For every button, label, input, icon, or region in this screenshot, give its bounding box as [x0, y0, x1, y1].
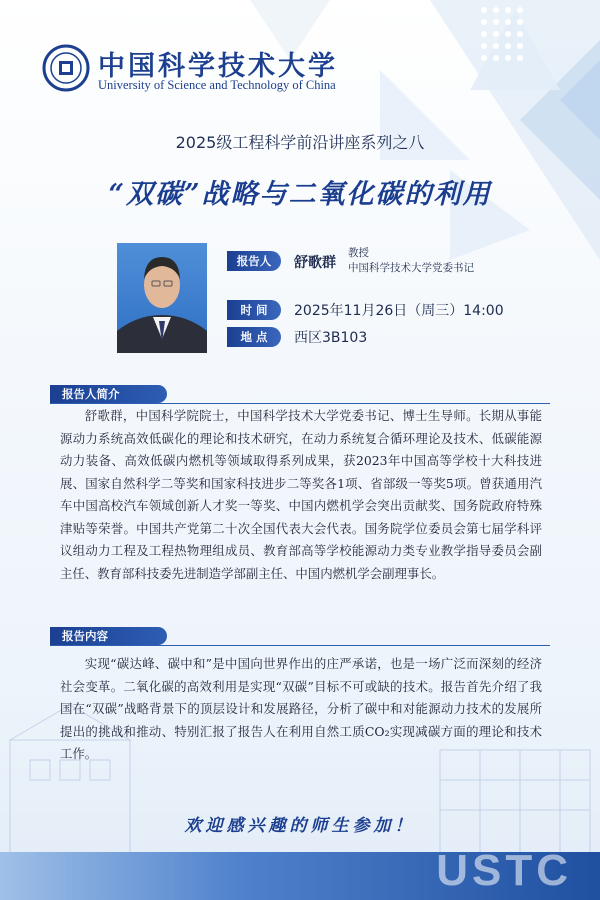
welcome-message: 欢迎感兴趣的师生参加！ — [184, 816, 416, 836]
place-value: 西区3B103 — [294, 330, 368, 346]
university-emblem-icon — [42, 44, 90, 92]
bio-heading: 报告人简介 — [50, 385, 167, 403]
content-divider — [50, 645, 550, 646]
content-paragraph: 实现“碳达峰、碳中和”是中国向世界作出的庄严承诺，也是一场广泛而深刻的经济社会变革。二氧化碳的高效利用是实现“双碳”目标不可或缺的技术。报告首先介绍了我国在“双碳”战略背景下的顶层设计和发展路径，分析了碳中和对能源动力技术的发展所提出的挑战和推动、特别汇报了报告人在利用自然工质CO₂实现减碳方面的理论和技术工作。 — [60, 656, 542, 761]
speaker-title-line-2: 中国科学技术大学党委书记 — [348, 262, 474, 274]
time-value: 2025年11月26日（周三）14:00 — [294, 303, 504, 319]
university-name-en: University of Science and Technology of China — [98, 78, 336, 92]
bio-paragraph: 舒歌群，中国科学院院士，中国科学技术大学党委书记、博士生导师。长期从事能源动力系统高效低碳化的理论和技术研究，在动力系统复合循环理论及技术、低碳能源动力装备、高效低碳内燃机等领域取得系列成果，获2023年中国高等学校十大科技进展、国家自然科学二等奖和国家科技进步二等奖各1项、省部级一等奖5项。曾获通用汽车中国高校汽车领域创新人才奖一等奖、中国内燃机学会突出贡献奖、国务院政府特殊津贴等荣誉。中国共产党第二十次全国代表大会代表。国务院学位委员会第七届学科评议组动力工程及工程热物理组成员、教育部高等学校能源动力类专业教学指导委员会副主任、教育部科技委先进制造学部副主任、中国内燃机学会副理事长。 — [60, 408, 542, 581]
place-tag: 地 点 — [227, 327, 281, 347]
ustc-watermark: USTC — [436, 846, 572, 895]
time-tag: 时 间 — [227, 300, 281, 320]
speaker-name: 舒歌群 — [294, 255, 336, 271]
speaker-photo — [117, 243, 207, 353]
speaker-title-line-1: 教授 — [348, 247, 369, 259]
bio-divider — [50, 403, 550, 404]
lecture-title: “双碳”战略与二氧化碳的利用 — [108, 179, 492, 210]
speaker-title — [348, 246, 474, 276]
speaker-portrait-illustration — [117, 243, 207, 353]
speaker-tag: 报告人 — [227, 251, 281, 271]
content-heading: 报告内容 — [50, 627, 167, 645]
lecture-series-label: 2025级工程科学前沿讲座系列之八 — [175, 133, 425, 152]
university-name-cn: 中国科学技术大学 — [98, 51, 338, 82]
